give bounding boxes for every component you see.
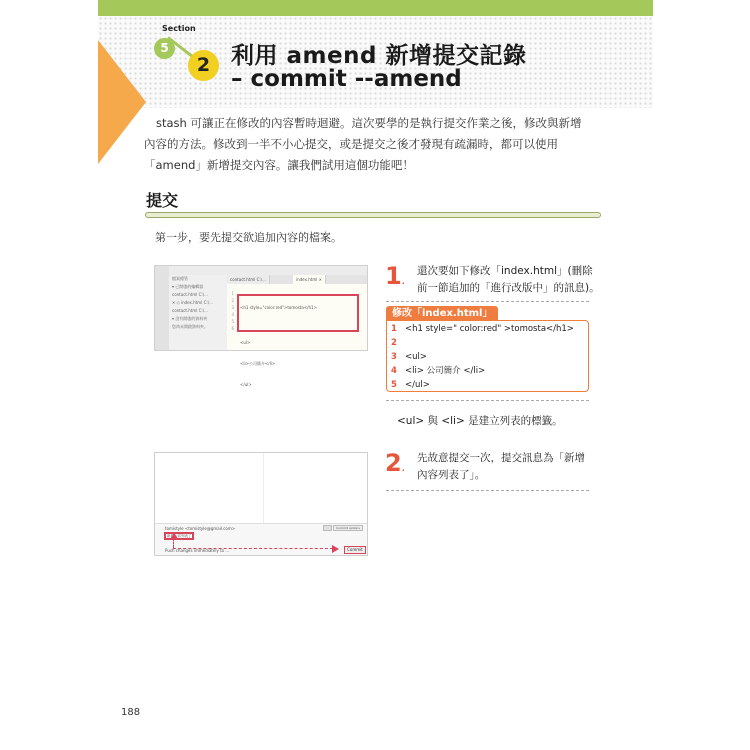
page-subtitle: – commit --amend [231,66,462,92]
commit-screenshot [154,452,368,556]
page-number: 188 [121,707,141,718]
step1-digit: 1 [385,262,402,290]
editor-tab-active: index.html ✕ [293,275,326,284]
push-checkbox: Push changes immediately to ... [165,548,230,553]
code-line: <ul> [240,340,251,345]
code-line: </ul> [240,382,252,387]
commit-button: Commit [344,546,366,554]
sidebar-item: 檔案總管 [172,276,188,281]
dashed-divider [386,400,589,401]
page-title: 利用 amend 新增提交記錄 [231,43,527,69]
gutter-line: 4 [231,312,234,317]
code-row-text: <h1 style=" color:red" >tomosta</h1> [405,324,574,334]
section-label: Section [162,24,196,33]
top-color-bar [98,0,653,16]
intro-line: 內容的方法。修改到一半不小心提交，或是提交之後才發現有疏漏時，都可以使用 [144,137,558,151]
sidebar-item: contact.html C:\... [172,292,208,297]
code-row [387,364,588,378]
step2-line: 先故意提交一次，提交訊息為「新增 [417,452,585,464]
gutter-line: 6 [231,326,234,331]
line-number: 1 [391,324,397,334]
code-row [387,336,588,350]
code-row [387,350,588,364]
line-number: 3 [391,352,397,362]
code-box-title: 修改「index.html」 [386,306,498,321]
note-text: <ul> 與 <li> 是建立列表的標籤。 [397,415,563,427]
dashed-divider [386,490,589,491]
sidebar-item: 您尚未開啟資料夾。 [172,324,208,329]
step2-number: 2. [385,449,405,477]
code-line: <h1 style="color:red">tomosta</h1> [240,305,317,310]
commit-options-button: Commit options [333,525,363,531]
code-row-text: </ul> [405,380,430,390]
line-number: 2 [391,338,397,348]
intro-line: stash 可讓正在修改的內容暫時迴避。這次要學的是執行提交作業之後，修改與新增 [156,116,582,130]
orange-triangle-decoration [98,40,146,164]
dashed-divider [386,301,589,302]
arrow-up-icon [170,533,178,539]
step1-line: 還次要如下修改「index.html」(刪除 [417,265,593,277]
code-row [387,378,588,392]
step2-line: 內容列表了」。 [417,469,486,481]
code-row-text: <ul> [405,352,427,362]
sidebar-item: ▾ 已開啟的編輯器 [172,284,204,289]
editor-tab: contact.html C:\... [227,275,270,284]
line-number: 4 [391,366,397,376]
commit-author: tomistyle <tomistyle@gmail.com> [165,526,236,531]
step2-digit: 2 [385,449,402,477]
step1-number: 1. [385,262,405,290]
intro-line: 「amend」新增提交內容。讓我們試用這個功能吧！ [144,158,414,172]
editor-tab-strip [227,275,367,284]
commit-message-input: 新增內容列表了 [164,532,194,540]
heading-underline-bar [145,212,601,218]
gutter-line: 2 [231,298,234,303]
sidebar-item: contact.html C:\... [172,308,208,313]
gutter-line: 5 [231,319,234,324]
section-number-badge: 5 [154,38,175,59]
panel-divider [263,453,264,523]
intro-paragraph [144,113,604,176]
dashed-arrow-horizontal [173,548,333,549]
line-number: 5 [391,380,397,390]
activity-bar [155,266,169,350]
code-box [386,320,589,392]
chapter-number-badge: 2 [188,50,219,81]
step1-text [417,263,600,297]
code-row [387,322,588,336]
section-heading: 提交 [146,191,179,210]
step0-text: 第一步，要先提交欲追加內容的檔案。 [155,231,342,244]
gutter-line: 3 [231,305,234,310]
gutter-line: 1 [231,291,234,296]
code-row-text: <li> 公司簡介 </li> [405,366,486,376]
step2-text [417,450,585,484]
code-line: <li>公司簡介</li> [240,361,276,366]
arrow-right-icon [332,545,339,553]
line-gutter [227,290,234,332]
step1-line: 前一節追加的「進行改版中」的訊息)。 [417,282,600,294]
sidebar-item: ▾ 沒有開啟的資料夾 [172,316,208,321]
dashed-arrow-vertical [173,538,174,548]
explorer-sidebar [169,275,227,350]
code-highlight-box [237,294,359,332]
settings-button [323,525,332,531]
sidebar-item: ✕ ◇ index.html C:\... [172,300,213,305]
